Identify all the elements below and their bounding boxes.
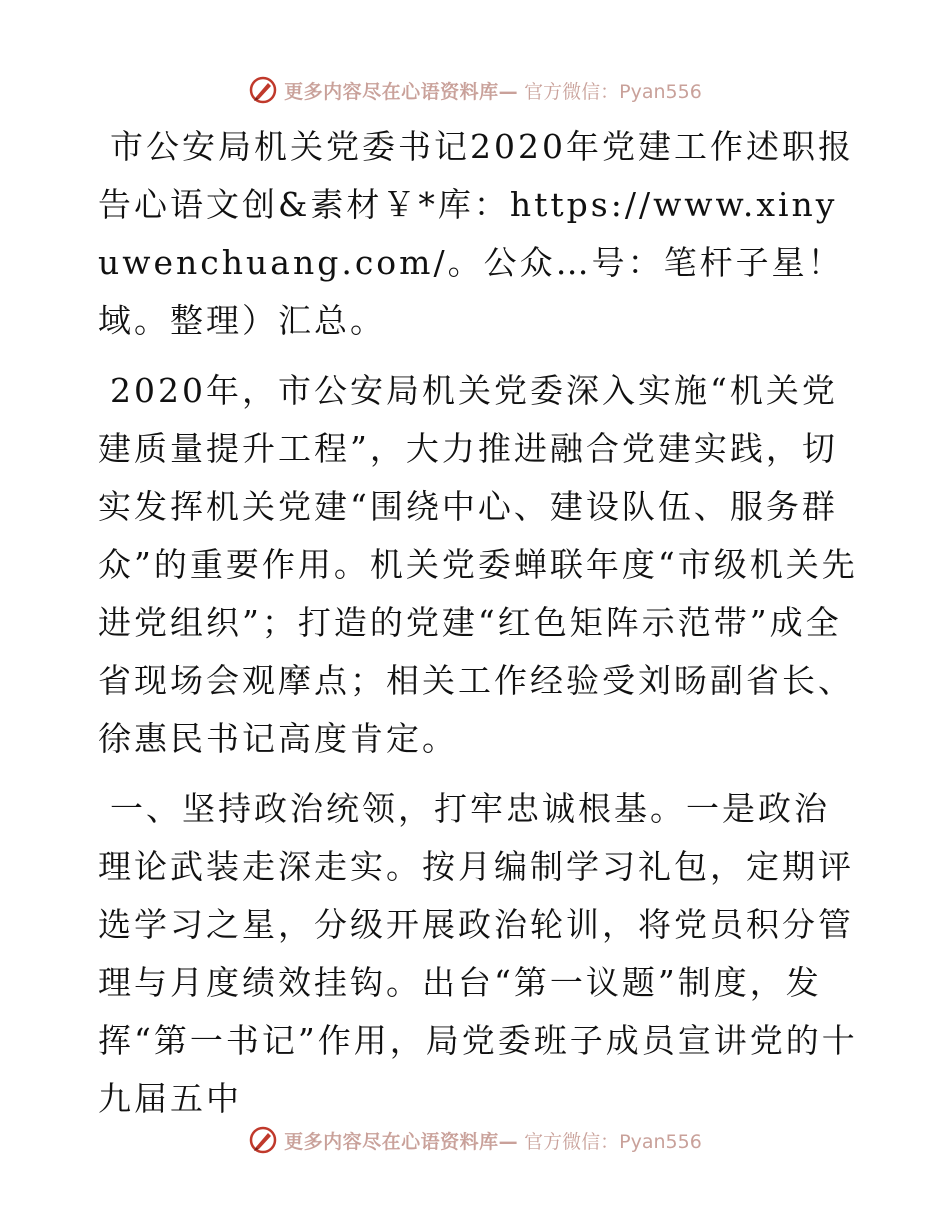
section-1-paragraph: 一、坚持政治统领，打牢忠诚根基。一是政治理论武装走深走实。按月编制学习礼包，定期评选学习之星，分级开展政治轮训，将党员积分管理与月度绩效挂钩。出台“第一议题”制度，发挥“第一书记”作用，局党委班子成员宣讲党的十九届五中 [98, 789, 858, 1118]
header-banner-text: 更多内容尽在心语资料库— [284, 80, 519, 103]
pen-logo-icon [248, 1125, 278, 1155]
title-paragraph: 市公安局机关党委书记2020年党建工作述职报告心语文创&素材￥*库：https://www.xinyuwenchuang.com/。公众…号：笔杆子星！域。整理）汇总。 [98, 127, 854, 340]
pen-logo-icon [248, 75, 278, 105]
footer-banner-text: 更多内容尽在心语资料库— [284, 1130, 519, 1153]
header-banner-contact: 官方微信：Pyan556 [524, 80, 702, 103]
header-banner [0, 70, 950, 110]
footer-banner-contact: 官方微信：Pyan556 [524, 1130, 702, 1153]
document-body [98, 118, 858, 1128]
intro-paragraph: 2020年，市公安局机关党委深入实施“机关党建质量提升工程”，大力推进融合党建实践，切实发挥机关党建“围绕中心、建设队伍、服务群众”的重要作用。机关党委蝉联年度“市级机关先进党组织”；打造的党建“红色矩阵示范带”成全省现场会观摩点；相关工作经验受刘旸副省长、徐惠民书记高度肯定。 [98, 371, 858, 758]
footer-banner [0, 1120, 950, 1160]
